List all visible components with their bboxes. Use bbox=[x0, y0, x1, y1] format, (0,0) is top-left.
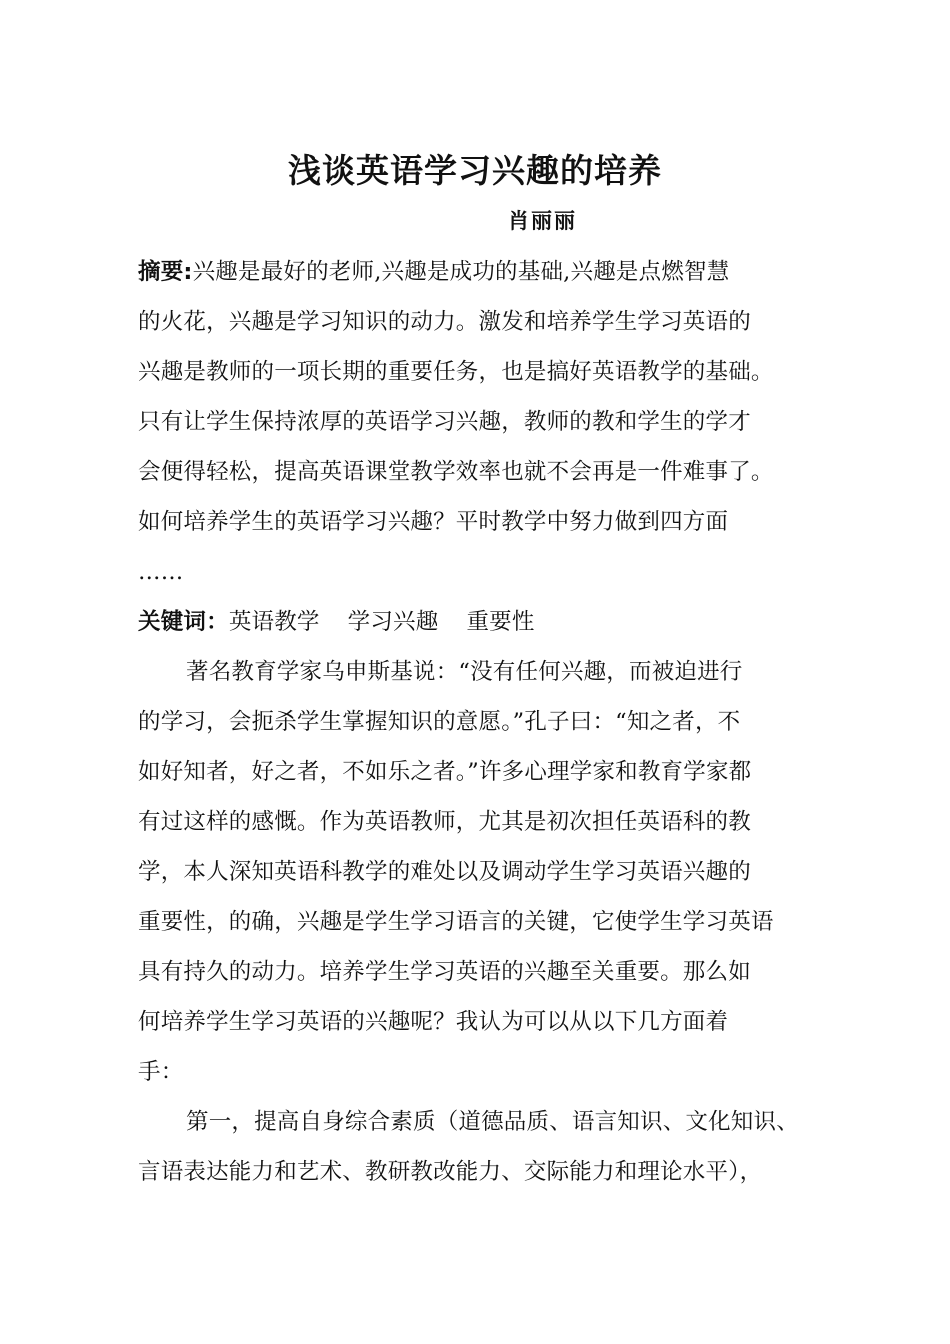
body-paragraph-line: 学，本人深知英语科教学的难处以及调动学生学习英语兴趣的 bbox=[138, 859, 751, 885]
body-paragraph-line: 如好知者，好之者，不如乐之者。”许多心理学家和教育学家都 bbox=[138, 759, 752, 785]
keywords-label: 关键词： bbox=[138, 609, 229, 635]
body-paragraph-line: 第一，提高自身综合素质（道德品质、语言知识、文化知识、 bbox=[186, 1109, 799, 1135]
body-paragraph-line: 具有持久的动力。培养学生学习英语的兴趣至关重要。那么如 bbox=[138, 959, 751, 985]
abstract-line: 如何培养学生的英语学习兴趣？平时教学中努力做到四方面 bbox=[138, 509, 729, 535]
keyword: 重要性 bbox=[466, 609, 535, 635]
abstract-line bbox=[138, 252, 729, 292]
keyword: 英语教学 bbox=[228, 609, 320, 635]
author-name: 肖丽丽 bbox=[508, 209, 577, 233]
abstract-label: 摘要: bbox=[138, 259, 193, 285]
keyword: 学习兴趣 bbox=[347, 609, 439, 635]
abstract-ellipsis: …… bbox=[138, 559, 184, 585]
abstract-line: 的火花，兴趣是学习知识的动力。激发和培养学生学习英语的 bbox=[138, 309, 751, 335]
document-title: 浅谈英语学习兴趣的培养 bbox=[288, 151, 662, 190]
body-paragraph-line: 有过这样的感慨。作为英语教师，尤其是初次担任英语科的教 bbox=[138, 809, 751, 835]
body-paragraph-line: 著名教育学家乌申斯基说：“没有任何兴趣，而被迫进行 bbox=[186, 659, 743, 685]
abstract-line: 只有让学生保持浓厚的英语学习兴趣，教师的教和学生的学才 bbox=[138, 409, 751, 435]
abstract-line: 兴趣是教师的一项长期的重要任务，也是搞好英语教学的基础。 bbox=[138, 359, 774, 385]
body-paragraph-line: 的学习，会扼杀学生掌握知识的意愿。”孔子曰：“知之者，不 bbox=[138, 709, 741, 735]
abstract-text: 兴趣是最好的老师,兴趣是成功的基础,兴趣是点燃智慧 bbox=[192, 259, 730, 285]
keywords-line bbox=[138, 602, 535, 642]
body-paragraph-line: 手： bbox=[138, 1059, 184, 1085]
body-paragraph-line: 重要性，的确，兴趣是学生学习语言的关键，它使学生学习英语 bbox=[138, 909, 774, 935]
body-paragraph-line: 何培养学生学习英语的兴趣呢？我认为可以从以下几方面着 bbox=[138, 1009, 729, 1035]
abstract-line: 会便得轻松，提高英语课堂教学效率也就不会再是一件难事了。 bbox=[138, 459, 774, 485]
body-paragraph-line: 言语表达能力和艺术、教研教改能力、交际能力和理论水平）， bbox=[138, 1159, 763, 1185]
